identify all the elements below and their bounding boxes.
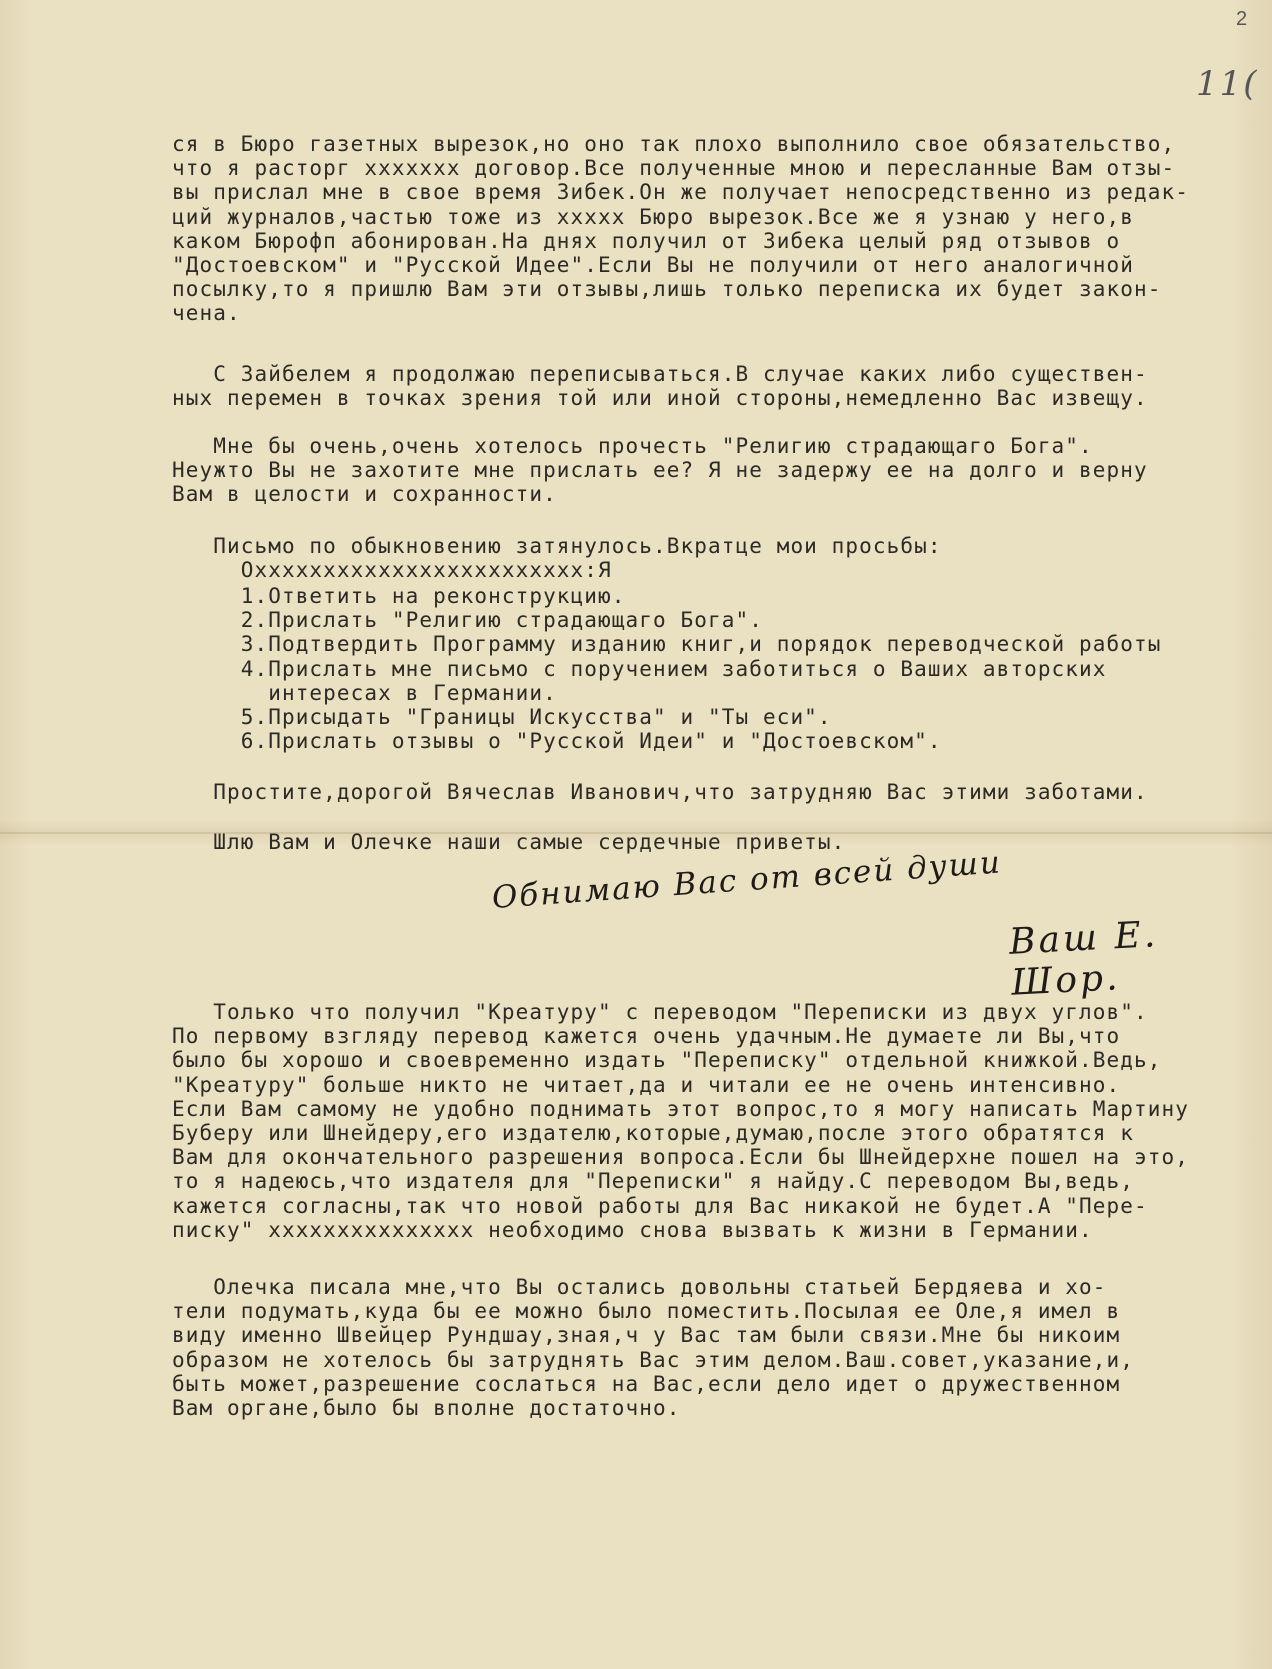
text-line: С Зайбелем я продолжаю переписываться.В случае каких либо существен- [172,362,1148,386]
text-line: писку" xxxxxxxxxxxxxxx необходимо снова вызвать к жизни в Германии. [172,1217,1093,1242]
text-line: Oxxxxxxxxxxxxxxxxxxxxxxxx:Я [172,558,612,583]
text-line: образом не хотелось бы затруднять Вас этим делом.Ваш.совет,указание,и, [172,1347,1135,1372]
text-line: тели подумать,куда бы ее можно было поместить.Посылая ее Оле,я имел в [172,1299,1121,1324]
text-line: было бы хорошо и своевременно издать "Переписку" отдельной книжкой.Ведь, [172,1048,1162,1073]
text-line: чена. [172,301,241,326]
text-line: "Достоевском" и "Русской Идее".Если Вы не получили от него аналогичной [172,253,1135,277]
text-line: 1.Ответить на реконструкцию. [172,584,626,608]
text-line: ся в Бюро газетных вырезок,но оно так плохо выполнило свое обязательство, [172,132,1176,156]
archive-sheet-number: 11( [1196,64,1259,104]
text-line: Буберу или Шнейдеру,его издателю,которые,думаю,после этого обратятся к [172,1121,1135,1145]
text-line: виду именно Швейцер Рундшау,зная,ч у Вас там были связи.Мне бы никоим [172,1323,1121,1348]
text-line: Олечка писала мне,что Вы остались довольны статьей Бердяева и хо- [172,1275,1107,1299]
text-line: ций журналов,частью тоже из xxxxx Бюро вырезок.Все же я узнаю у него,в [172,204,1135,229]
text-line: то я надеюсь,что издателя для "Переписки" я найду.С переводом Вы,ведь, [172,1169,1135,1194]
text-line: кажется согласны,так что новой работы для Вас никакой не будет.А "Пере- [172,1193,1148,1218]
text-line: что я расторг xxxxxxx договор.Все полученные мною и пересланные Вам отзы- [172,156,1176,181]
text-line: По первому взгляду перевод кажется очень удачным.Не думаете ли Вы,что [172,1024,1121,1049]
text-line: Шлю Вам и Олечке наши самые сердечные приветы. [172,830,846,854]
text-line: 3.Подтвердить Программу изданию книг,и порядок переводческой работы [172,632,1162,657]
text-line: Вам органе,было бы вполне достаточно. [172,1396,681,1420]
text-line: Письмо по обыкновению затянулось.Вкратце мои просьбы: [172,534,942,558]
text-line: Мне бы очень,очень хотелось прочесть "Религию страдающаго Бога". [172,434,1093,458]
text-line: посылку,то я пришлю Вам эти отзывы,лишь только переписка их будет закон- [172,277,1162,302]
text-line: 5.Присыдать "Границы Искусства" и "Ты еси". [172,705,832,729]
text-line: вы прислал мне в свое время Зибек.Он же получает непосредственно из редак- [172,180,1189,205]
text-line: Вам для окончательного разрешения вопроса.Если бы Шнейдерxне пошел на это, [172,1145,1189,1170]
text-line: 4.Прислать мне письмо с поручением заботиться о Ваших авторских [172,656,1107,681]
text-line: "Креатуру" больше никто не читает,да и читали ее не очень интенсивно. [172,1072,1121,1097]
text-line: Неужто Вы не захотите мне прислать ее? Я не задержу ее на долго и верну [172,458,1148,483]
text-line: 6.Прислать отзывы о "Русской Идеи" и "Достоевском". [172,729,942,754]
text-line: 2.Прислать "Религию страдающаго Бога". [172,608,763,633]
text-line: Только что получил "Креатуру" с переводом "Переписки из двух углов". [172,1000,1148,1024]
text-line: Если Вам самому не удобно поднимать этот вопрос,то я могу написать Мартину [172,1096,1189,1121]
text-line: интересах в Германии. [172,680,557,705]
text-line: каком Бюрофп абонирован.На днях получил от Зибека целый ряд отзывов о [172,228,1121,253]
text-line: Простите,дорогой Вячеслав Иванович,что затрудняю Вас этими заботами. [172,780,1148,804]
text-line: Вам в целости и сохранности. [172,482,557,507]
page-number: 2 [1236,8,1248,30]
text-line: ных перемен в точках зрения той или иной стороны,немедленно Вас извещу. [172,386,1148,411]
handwritten-closing: Обнимаю Вас от всей души [490,844,1003,916]
text-line: быть может,разрешение сослаться на Вас,если дело идет о дружественном [172,1371,1121,1396]
handwritten-signature: Ваш Е. Шор. [1008,914,1160,1004]
